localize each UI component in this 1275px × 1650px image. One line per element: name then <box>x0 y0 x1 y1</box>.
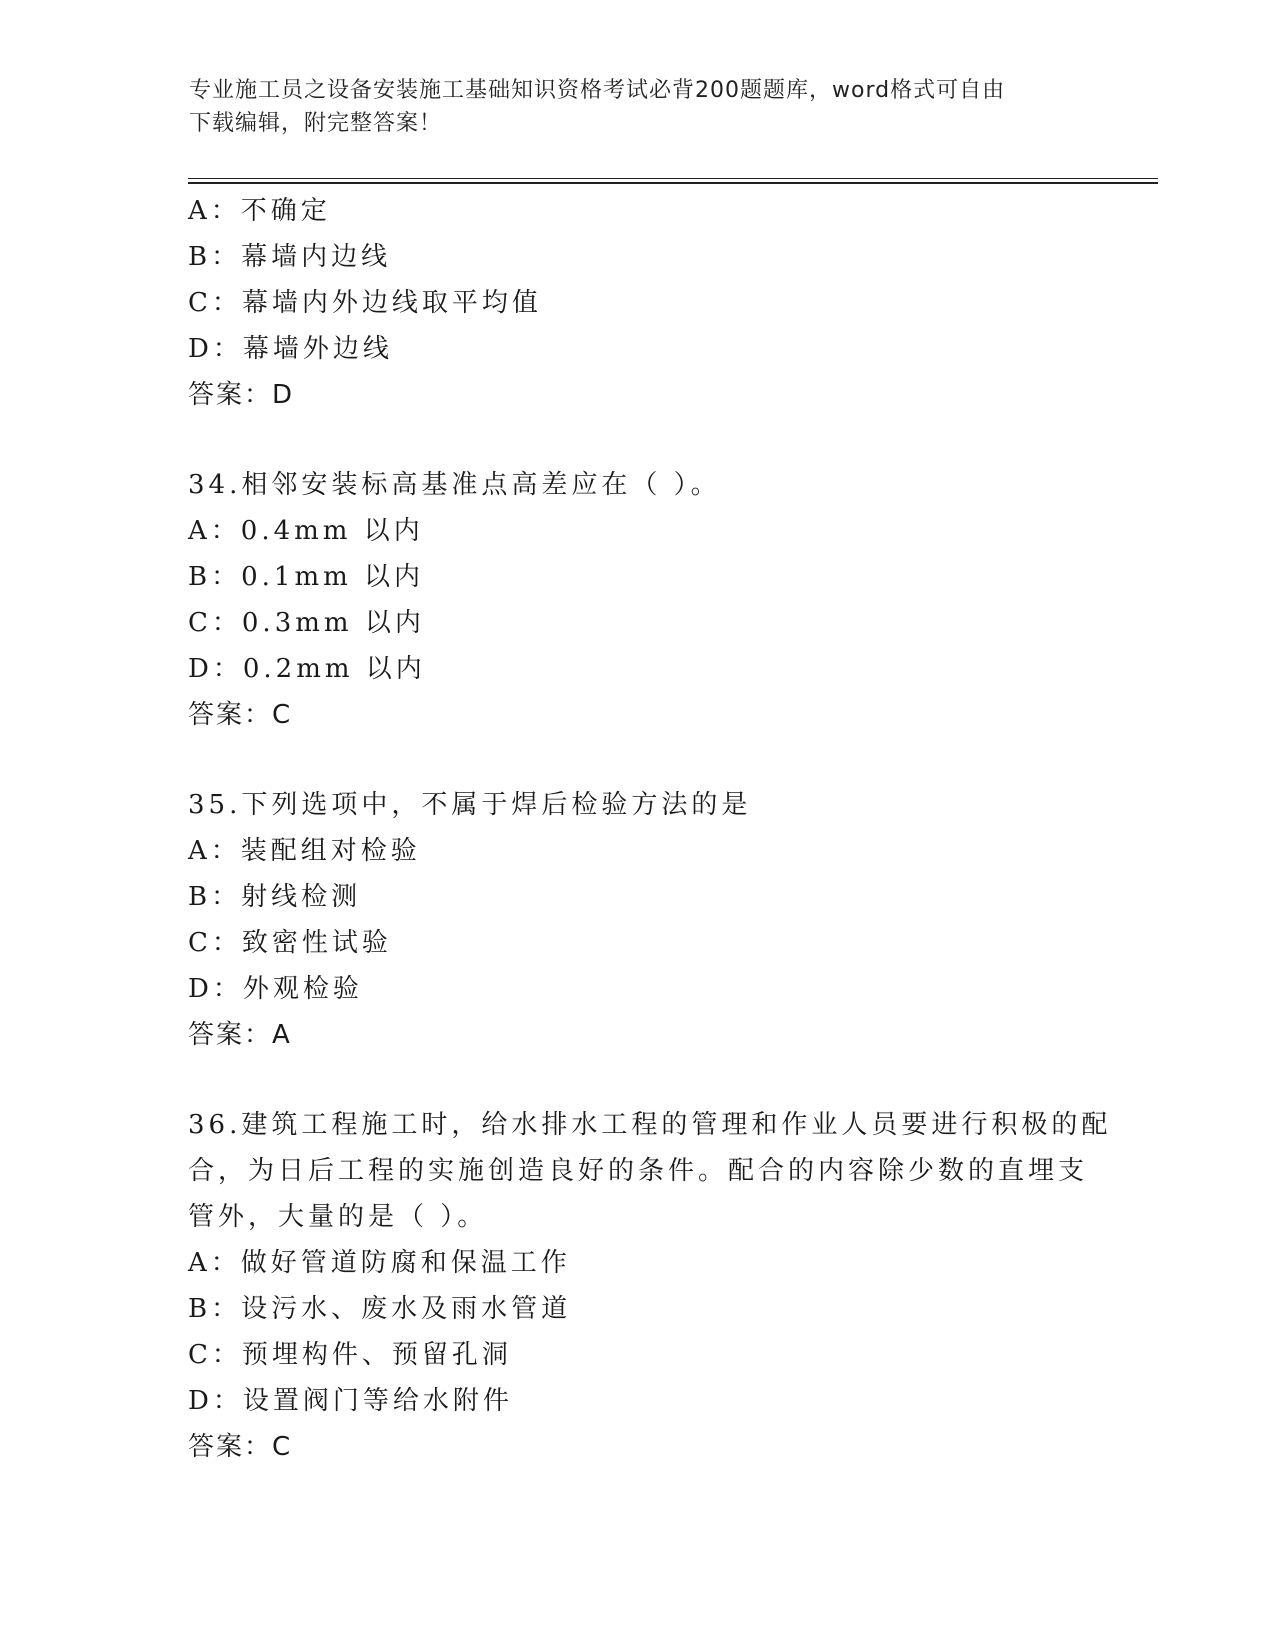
answer-label: 答案：C <box>188 700 293 730</box>
question-36 <box>188 1102 1112 1470</box>
option-a: A：做好管道防腐和保温工作 <box>188 1248 571 1278</box>
question-stem: 34.相邻安装标高基准点高差应在（ ）。 <box>188 470 721 500</box>
question-stem-line-3: 管外，大量的是（ ）。 <box>188 1202 488 1232</box>
header-divider-thick <box>188 182 1158 184</box>
question-34 <box>188 462 1088 738</box>
option-b: B：射线检测 <box>188 882 362 912</box>
option-d: D：外观检验 <box>188 974 363 1004</box>
header-line-1: 专业施工员之设备安装施工基础知识资格考试必背200题题库，word格式可自由 <box>189 78 1006 103</box>
option-d: D：设置阀门等给水附件 <box>188 1386 513 1416</box>
question-stem: 35.下列选项中，不属于焊后检验方法的是 <box>188 790 752 820</box>
option-a: A：不确定 <box>188 196 331 226</box>
question-stem-line-2: 合，为日后工程的实施创造良好的条件。配合的内容除少数的直埋支 <box>188 1156 1089 1186</box>
question-33-continued <box>188 188 1088 418</box>
option-d: D：0.2mm 以内 <box>188 654 426 684</box>
option-c: C：预埋构件、预留孔洞 <box>188 1340 512 1370</box>
option-b: B：设污水、废水及雨水管道 <box>188 1294 572 1324</box>
option-c: C：幕墙内外边线取平均值 <box>188 288 542 318</box>
answer-label: 答案：D <box>188 380 295 410</box>
header-line-2: 下载编辑，附完整答案！ <box>189 111 443 136</box>
option-a: A：装配组对检验 <box>188 836 421 866</box>
option-a: A：0.4mm 以内 <box>188 516 424 546</box>
answer-label: 答案：C <box>188 1432 293 1462</box>
option-d: D：幕墙外边线 <box>188 334 393 364</box>
question-stem-line-1: 36.建筑工程施工时，给水排水工程的管理和作业人员要进行积极的配 <box>188 1110 1112 1140</box>
header-divider-thin <box>188 178 1158 179</box>
option-c: C：0.3mm 以内 <box>188 608 425 638</box>
answer-label: 答案：A <box>188 1020 292 1050</box>
option-b: B：幕墙内边线 <box>188 242 392 272</box>
option-c: C：致密性试验 <box>188 928 392 958</box>
question-35 <box>188 782 1088 1058</box>
option-b: B：0.1mm 以内 <box>188 562 425 592</box>
document-header <box>189 74 1069 140</box>
question-list <box>188 188 1112 1470</box>
